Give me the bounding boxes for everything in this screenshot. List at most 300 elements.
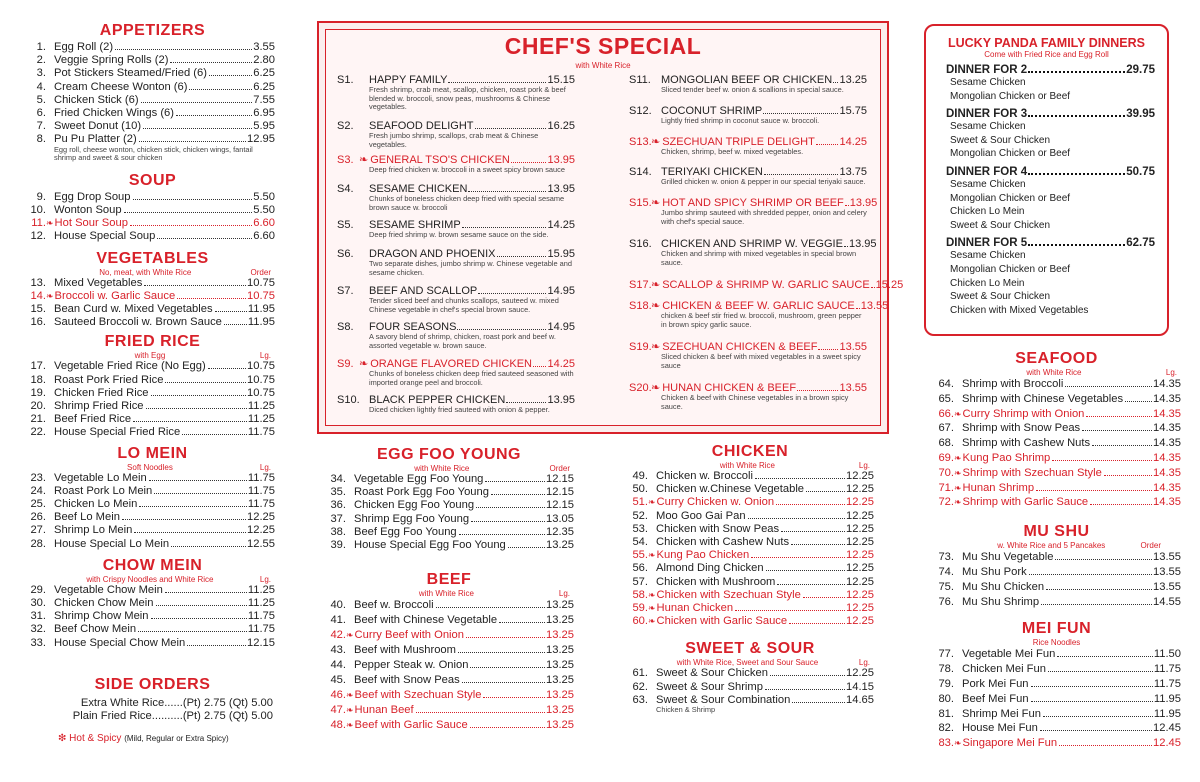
item-name: Beef w. Broccoli	[354, 599, 434, 612]
dot-leader	[470, 727, 545, 728]
special-code: S3.	[337, 154, 354, 166]
special-code: S11.	[629, 74, 651, 86]
item-number: 65.	[938, 392, 954, 405]
item-name: Sauteed Broccoli w. Brown Sauce	[54, 316, 222, 329]
menu-item	[932, 565, 1181, 580]
item-name: Chicken Mei Fun	[962, 663, 1046, 676]
item-name: Pork Mei Fun	[962, 677, 1029, 690]
item-price: 3.55	[253, 41, 275, 53]
item-name: Almond Ding Chicken	[656, 562, 764, 575]
special-name: SZECHUAN TRIPLE DELIGHT	[662, 136, 815, 148]
menu-item	[30, 360, 275, 373]
item-price: 13.25	[546, 629, 574, 642]
dot-leader	[1031, 686, 1153, 687]
menu-item	[626, 681, 874, 694]
item-name: Vegetable Lo Mein	[54, 471, 147, 484]
item-number: 44.	[330, 659, 346, 672]
dot-leader	[818, 349, 838, 350]
dot-leader	[466, 637, 545, 638]
menu-item	[324, 703, 574, 718]
menu-item	[324, 658, 574, 673]
dot-leader	[1028, 173, 1125, 175]
menu-item	[626, 536, 874, 549]
dot-leader	[1046, 589, 1152, 590]
special-name: SESAME SHRIMP	[369, 219, 461, 231]
item-price: 11.75	[247, 426, 275, 439]
dinner-price: 62.75	[1126, 237, 1155, 250]
dot-leader	[792, 702, 845, 703]
hot-note-sub: (Mild, Regular or Extra Spicy)	[124, 733, 229, 743]
special-code: S6.	[337, 248, 354, 260]
menu-item	[932, 407, 1181, 422]
item-number: 28.	[30, 537, 46, 550]
menu-item	[30, 485, 275, 498]
section-title-mu-shu: MU SHU	[1023, 523, 1090, 541]
section-subtitle: Soft Noodles	[127, 462, 173, 472]
dot-leader	[777, 584, 845, 585]
special-name: CHICKEN & BEEF W. GARLIC SAUCE	[662, 300, 855, 312]
item-price: 13.25	[546, 644, 574, 657]
dot-leader	[448, 82, 546, 83]
item-price: 12.25	[846, 470, 874, 482]
size-label: Lg.	[858, 658, 870, 668]
item-number: 18.	[30, 373, 46, 386]
special-code: S16.	[629, 238, 652, 250]
item-price: 12.25	[846, 483, 874, 496]
chili-pepper-icon: ❧	[648, 589, 656, 600]
menu-item	[30, 277, 275, 290]
menu-item	[626, 589, 874, 602]
dinner-group	[926, 108, 1167, 161]
item-number: 31.	[30, 610, 46, 623]
dot-leader	[468, 191, 546, 192]
special-description: Chicken & beef with Chinese vegetables in a brown spicy sauce.	[661, 393, 849, 411]
special-name: DRAGON AND PHOENIX	[369, 248, 496, 260]
item-price: 11.95	[247, 316, 275, 329]
menu-list	[30, 191, 275, 244]
special-price: 13.95	[547, 394, 575, 406]
menu-item	[30, 400, 275, 413]
dot-leader	[138, 631, 247, 632]
menu-item	[324, 526, 574, 539]
section-subtitle: with Egg	[134, 351, 166, 361]
item-name: Shrimp with Garlic Sauce	[962, 496, 1089, 509]
special-code: S18.	[629, 300, 652, 312]
item-price: 12.25	[846, 522, 874, 535]
item-price: 13.25	[546, 539, 574, 552]
dinner-name: DINNER FOR 2	[946, 64, 1028, 76]
menu-item	[932, 481, 1181, 496]
item-name: Shrimp with Cashew Nuts	[962, 437, 1091, 450]
special-description: Sliced tender beef w. onion & scallions in special sauce.	[661, 85, 844, 94]
section-title-chicken: CHICKEN	[711, 443, 789, 460]
dot-leader	[134, 532, 246, 533]
special-item	[629, 300, 889, 329]
special-item	[629, 197, 878, 226]
item-number: 67.	[938, 422, 954, 435]
section-subtitle: with White Rice	[719, 461, 775, 470]
dot-leader	[735, 610, 845, 611]
item-number: 64.	[938, 378, 954, 390]
special-description: Chunks of boneless chicken deep fried sauteed seasoned with imported orange peel and broccoli.	[369, 369, 574, 387]
item-price: 12.25	[846, 615, 874, 628]
item-price: 6.95	[253, 107, 275, 120]
item-price: 14.15	[846, 680, 874, 693]
special-name: ORANGE FLAVORED CHICKEN	[370, 358, 532, 370]
dot-leader	[1125, 401, 1152, 402]
item-name: Beef Lo Mein	[54, 511, 120, 524]
item-price: 12.15	[546, 486, 574, 499]
item-number: 45.	[330, 674, 346, 687]
dot-leader	[224, 324, 247, 325]
item-price: 12.45	[1153, 737, 1181, 750]
item-name: Beef with Chinese Vegetable	[354, 614, 498, 627]
menu-item	[30, 94, 275, 107]
item-price: 11.95	[1153, 692, 1181, 705]
dot-leader	[770, 675, 845, 676]
item-name: Vegetable Egg Foo Young	[354, 473, 484, 485]
dinner-dish: Sesame Chicken	[950, 121, 1026, 133]
column-3	[626, 443, 874, 715]
dot-leader	[506, 402, 546, 403]
special-name: BEEF AND SCALLOP	[369, 285, 478, 297]
special-item	[337, 120, 575, 149]
item-name: Egg Drop Soup	[54, 190, 131, 203]
special-price: 13.95	[848, 238, 877, 250]
menu-item	[30, 230, 275, 243]
item-number: 7.	[36, 120, 46, 133]
item-name: Curry Beef with Onion	[354, 629, 464, 642]
item-name: Roast Pork Lo Mein	[54, 484, 153, 497]
item-price: 6.60	[253, 217, 275, 230]
menu-item	[932, 377, 1181, 392]
special-description: Chunks of boneless chicken deep fried with special sesame brown sauce w. broccoli	[369, 194, 565, 212]
special-code: S5.	[337, 219, 354, 231]
size-label: Order	[250, 267, 271, 277]
dot-leader	[470, 667, 545, 668]
menu-item	[30, 41, 275, 54]
item-price: 11.25	[247, 597, 275, 610]
chili-pepper-icon: ❧	[954, 408, 962, 419]
dot-leader	[1031, 701, 1153, 702]
item-price: 14.35	[1153, 422, 1181, 435]
item-name: Chicken with Snow Peas	[656, 522, 780, 535]
special-item	[629, 238, 877, 267]
item-number: 76.	[938, 595, 954, 608]
item-number: 19.	[30, 386, 46, 399]
item-price: 13.55	[1153, 565, 1181, 578]
special-price: 15.95	[547, 248, 575, 260]
dinner-dish: Chicken Lo Mein	[950, 206, 1025, 218]
chili-pepper-icon: ❧	[359, 154, 369, 166]
item-number: 4.	[36, 80, 46, 93]
item-name: Shrimp with Broccoli	[962, 378, 1064, 390]
dot-leader	[1040, 730, 1152, 731]
item-price: 10.75	[247, 276, 275, 289]
item-price: 11.50	[1153, 648, 1181, 661]
item-number: 77.	[938, 648, 954, 661]
menu-item	[626, 667, 874, 680]
item-number: 61.	[632, 667, 648, 680]
special-item	[629, 166, 867, 187]
chili-pepper-icon: ❧	[648, 603, 656, 614]
chili-pepper-icon: ❧	[651, 136, 661, 148]
special-item	[629, 105, 867, 126]
special-description: Fresh shrimp, crab meat, scallop, chicken, roast pork & beef blended w. broccoli, snow peas, mushrooms & Chinese vegetables.	[369, 85, 566, 112]
dot-leader	[499, 622, 545, 623]
chili-pepper-icon: ❧	[648, 616, 656, 627]
special-name: SESAME CHICKEN	[369, 183, 468, 195]
item-price: 14.35	[1153, 481, 1181, 494]
item-price: 11.75	[247, 484, 275, 497]
special-description: Diced chicken lightly fried sauteed with onion & pepper.	[369, 405, 550, 414]
family-dinners-box	[924, 24, 1169, 336]
size-label: Order	[1140, 541, 1161, 551]
menu-item	[30, 67, 275, 80]
special-item	[337, 358, 575, 387]
dinner-group	[926, 64, 1167, 103]
special-item	[337, 74, 575, 112]
menu-item	[626, 576, 874, 589]
item-price: 14.35	[1153, 466, 1181, 479]
section-subtitle: with White Rice	[1026, 368, 1082, 377]
dinner-price: 39.95	[1126, 108, 1155, 121]
item-number: 27.	[30, 524, 46, 537]
menu-list	[932, 550, 1181, 609]
family-dinners-subtitle: Come with Fried Rice and Egg Roll	[984, 50, 1109, 59]
item-name: House Special Soup	[54, 230, 156, 243]
special-code: S4.	[337, 183, 354, 195]
dot-leader	[755, 478, 845, 479]
item-name: Roast Pork Fried Rice	[54, 373, 164, 386]
menu-item	[30, 511, 275, 524]
item-price: 13.55	[1153, 551, 1181, 564]
dot-leader	[483, 697, 545, 698]
item-name: Cream Cheese Wonton (6)	[54, 80, 188, 93]
section-subtitle: Rice Noodles	[1032, 638, 1081, 648]
menu-list	[932, 377, 1181, 510]
dot-leader	[156, 605, 247, 606]
item-name: Sweet Donut (10)	[54, 120, 142, 133]
menu-item	[324, 473, 574, 486]
item-number: 52.	[632, 509, 648, 522]
item-number: 49.	[632, 470, 648, 482]
special-price: 13.25	[839, 74, 867, 86]
item-name: Shrimp with Snow Peas	[962, 422, 1081, 435]
section-subtitle: w. White Rice and 5 Pancakes	[997, 541, 1106, 551]
item-price: 11.75	[247, 471, 275, 484]
dot-leader	[764, 174, 839, 175]
special-code: S7.	[337, 285, 354, 297]
special-price: 15.75	[839, 105, 867, 117]
dot-leader	[124, 212, 253, 213]
item-price: 14.65	[846, 693, 874, 706]
menu-item	[30, 54, 275, 67]
item-name: Sweet & Sour Chicken	[656, 667, 768, 680]
item-price: 12.15	[546, 499, 574, 512]
dinner-heading	[946, 108, 1155, 120]
chili-pepper-icon: ❧	[954, 482, 962, 493]
item-price: 10.75	[247, 289, 275, 302]
dot-leader	[1065, 386, 1152, 387]
menu-item	[626, 562, 874, 575]
section-title-side-orders: SIDE ORDERS	[94, 675, 211, 693]
item-price: 11.25	[247, 413, 275, 426]
menu-item	[932, 580, 1181, 595]
item-number: 81.	[938, 707, 954, 720]
item-name: Beef Fried Rice	[54, 413, 132, 426]
item-name: Shrimp Chow Mein	[54, 610, 149, 623]
item-name: Wonton Soup	[54, 204, 122, 217]
menu-item	[932, 707, 1181, 722]
item-name: Sweet & Sour Shrimp	[656, 680, 763, 693]
item-price: 10.75	[247, 360, 275, 373]
item-price: 11.75	[247, 610, 275, 623]
item-name: House Special Lo Mein	[54, 537, 170, 550]
item-name: Fried Chicken Wings (6)	[54, 107, 174, 120]
dot-leader	[766, 570, 845, 571]
hot-spicy-note	[30, 733, 275, 744]
dot-leader	[797, 390, 838, 391]
special-price: 15.25	[875, 279, 904, 291]
item-price: 11.95	[1153, 707, 1181, 720]
item-price: 14.35	[1153, 378, 1181, 390]
item-price: 12.25	[846, 562, 874, 575]
item-name: Beef Chow Mein	[54, 623, 137, 636]
item-name: Chicken Egg Foo Young	[354, 499, 475, 512]
special-item	[629, 136, 867, 157]
chili-pepper-icon: ❇	[58, 732, 67, 744]
dot-leader	[1029, 574, 1152, 575]
special-item	[337, 285, 575, 314]
special-price: 13.55	[839, 341, 867, 353]
dot-leader	[1086, 416, 1152, 417]
menu-item	[324, 486, 574, 499]
size-label: Lg.	[858, 461, 870, 470]
dot-leader	[1057, 656, 1153, 657]
section-title-appetizers: APPETIZERS	[99, 22, 206, 39]
item-price: 10.75	[247, 386, 275, 399]
item-price: 5.50	[253, 204, 275, 217]
item-price: 12.25	[846, 509, 874, 522]
special-item	[629, 74, 867, 95]
special-name: HAPPY FAMILY	[369, 74, 448, 86]
menu-item	[324, 539, 574, 552]
dinner-price: 29.75	[1126, 64, 1155, 76]
chili-pepper-icon: ❧	[46, 290, 54, 301]
special-item	[629, 382, 867, 411]
size-label: Order	[549, 464, 570, 473]
item-price: 11.75	[1153, 677, 1181, 690]
item-number: 50.	[632, 483, 648, 496]
item-number: 47.	[330, 704, 346, 717]
dinner-group	[926, 237, 1167, 317]
dot-leader	[171, 546, 246, 547]
special-code: S9.	[337, 358, 354, 370]
item-price: 14.55	[1153, 595, 1181, 608]
item-name: Chicken Stick (6)	[54, 93, 139, 106]
item-price: 13.05	[546, 512, 574, 525]
item-number: 60.	[632, 615, 648, 628]
item-name: Broccoli w. Garlic Sauce	[54, 289, 176, 302]
dot-leader	[1048, 671, 1153, 672]
menu-item	[324, 628, 574, 643]
dot-leader	[871, 287, 875, 288]
dot-leader	[416, 712, 545, 713]
special-description: Chicken and shrimp with mixed vegetables in special brown sauce.	[661, 249, 857, 267]
item-name: Moo Goo Gai Pan	[656, 509, 746, 522]
menu-item	[30, 498, 275, 511]
special-price: 14.95	[547, 321, 575, 333]
dot-leader	[122, 519, 246, 520]
menu-item	[30, 374, 275, 387]
menu-list	[626, 470, 874, 628]
dinner-name: DINNER FOR 3	[946, 108, 1028, 121]
item-number: 72.	[938, 496, 954, 509]
item-name: Beef Egg Foo Young	[354, 525, 457, 538]
menu-item	[30, 426, 275, 439]
dinner-name: DINNER FOR 5	[946, 237, 1028, 250]
item-name: Shrimp Egg Foo Young	[354, 512, 470, 525]
chili-pepper-icon: ❧	[651, 382, 661, 394]
item-number: 3.	[36, 67, 46, 80]
item-name: Mixed Vegetables	[54, 276, 143, 289]
item-price: 12.25	[846, 549, 874, 562]
dot-leader	[1059, 745, 1152, 746]
item-description: Chicken & Shrimp	[656, 705, 716, 715]
special-price: 13.95	[547, 154, 575, 166]
special-name: BLACK PEPPER CHICKEN	[369, 394, 506, 406]
dot-leader	[803, 597, 845, 598]
special-code: S2.	[337, 120, 354, 132]
item-number: 63.	[632, 693, 648, 706]
item-price: 13.25	[546, 704, 574, 717]
item-name: Vegetable Fried Rice (No Egg)	[54, 360, 206, 373]
item-name: Shrimp with Szechuan Style	[962, 466, 1102, 479]
item-name: Mu Shu Vegetable	[962, 551, 1054, 564]
menu-list	[30, 472, 275, 551]
special-code: S20.	[629, 382, 652, 394]
item-number: 70.	[938, 466, 954, 479]
dot-leader	[157, 238, 252, 239]
item-number: 2.	[36, 54, 46, 67]
section-title-chow-mein: CHOW MEIN	[102, 556, 203, 574]
section-title-fried-rice: FRIED RICE	[104, 333, 201, 351]
dot-leader	[1043, 716, 1153, 717]
dot-leader	[845, 205, 849, 206]
item-price: 14.35	[1153, 392, 1181, 405]
dinner-dish: Chicken with Mixed Vegetables	[950, 304, 1089, 316]
item-number: 58.	[632, 588, 648, 601]
special-description: Sliced chicken & beef with mixed vegetables in a sweet spicy sauce	[661, 352, 861, 370]
item-price: 5.50	[253, 190, 275, 203]
item-name: Hunan Beef	[354, 704, 414, 717]
item-number: 16.	[30, 316, 46, 329]
item-name: Pepper Steak w. Onion	[354, 659, 469, 672]
dot-leader	[1028, 115, 1125, 117]
dot-leader	[508, 547, 545, 548]
item-number: 57.	[632, 575, 648, 588]
special-item	[629, 279, 904, 291]
special-code: S19.	[629, 341, 652, 353]
item-number: 11.	[31, 217, 46, 230]
item-number: 33.	[30, 636, 46, 649]
dot-leader	[781, 531, 845, 532]
column-2	[324, 446, 574, 733]
dot-leader	[748, 518, 845, 519]
item-price: 2.80	[253, 54, 275, 67]
dot-leader	[791, 544, 845, 545]
